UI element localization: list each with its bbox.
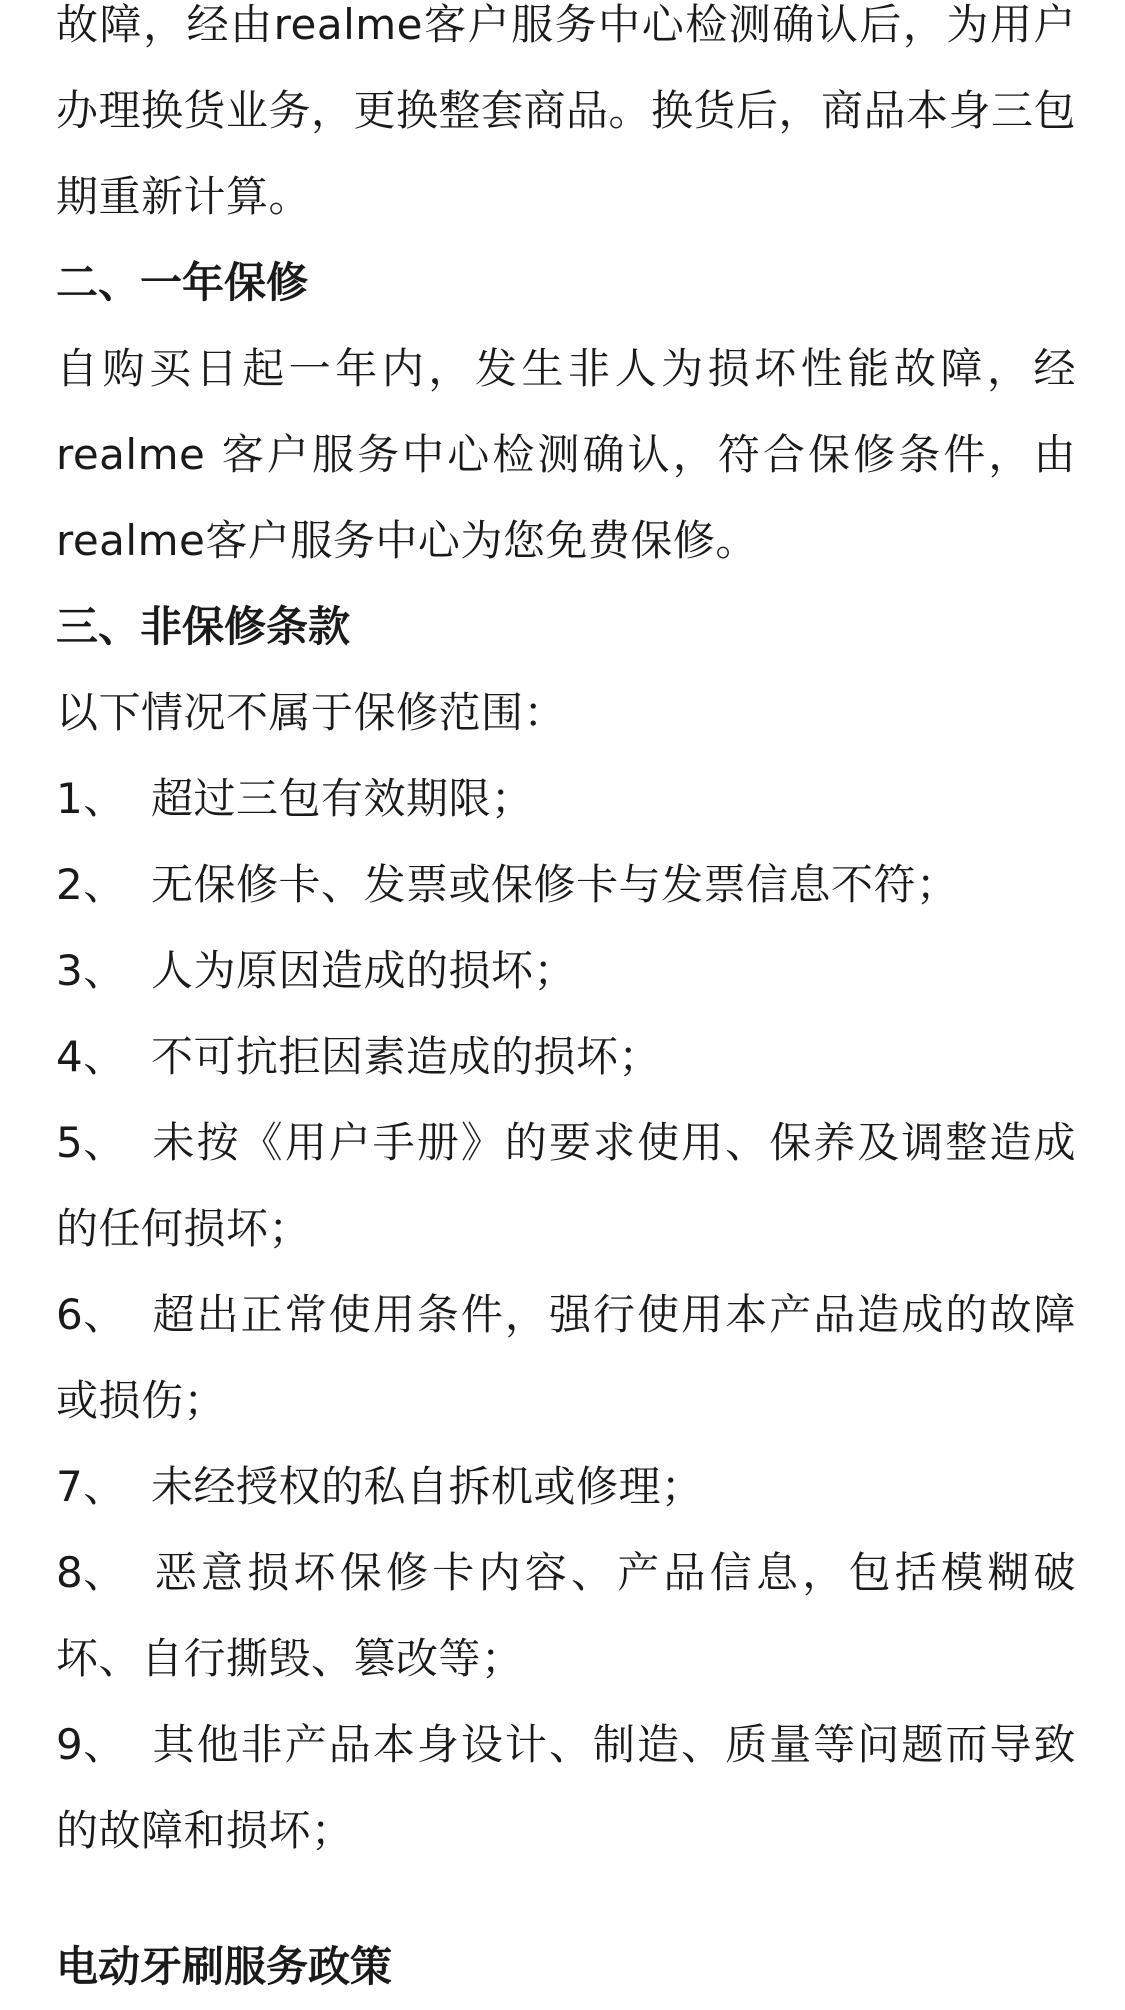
exclusion-item bbox=[56, 928, 1076, 1014]
section-spacer bbox=[56, 1874, 1076, 1924]
item-text: 超出正常使用条件，强行使用本产品造成的故障或损伤； bbox=[56, 1290, 1076, 1425]
exclusion-item bbox=[56, 756, 1076, 842]
exclusion-item bbox=[56, 1100, 1076, 1272]
item-text: 其他非产品本身设计、制造、质量等问题而导致的故障和损坏； bbox=[56, 1720, 1076, 1855]
item-text: 未经授权的私自拆机或修理； bbox=[151, 1462, 704, 1511]
item-number: 7、 bbox=[56, 1462, 126, 1511]
exclusion-item bbox=[56, 1702, 1076, 1874]
intro-paragraph: 故障，经由realme客户服务中心检测确认后，为用户办理换货业务，更换整套商品。换货后，商品本身三包期重新计算。 bbox=[56, 0, 1077, 221]
section-heading-warranty: 二、一年保修 bbox=[56, 258, 309, 307]
item-text: 超过三包有效期限； bbox=[151, 774, 534, 823]
item-text: 不可抗拒因素造成的损坏； bbox=[151, 1032, 662, 1081]
warranty-paragraph: 自购买日起一年内，发生非人为损坏性能故障，经realme 客户服务中心检测确认，符合保修条件，由realme客户服务中心为您免费保修。 bbox=[56, 344, 1076, 565]
next-section-title: 电动牙刷服务政策 bbox=[56, 1942, 393, 1991]
item-text: 人为原因造成的损坏； bbox=[151, 946, 577, 995]
item-text: 无保修卡、发票或保修卡与发票信息不符； bbox=[151, 860, 959, 909]
exclusion-item bbox=[56, 1272, 1076, 1444]
item-number: 4、 bbox=[56, 1032, 126, 1081]
item-text: 恶意损坏保修卡内容、产品信息，包括模糊破坏、自行撕毁、篡改等； bbox=[56, 1548, 1076, 1683]
item-number: 8、 bbox=[56, 1548, 126, 1597]
document-body bbox=[56, 0, 1076, 2010]
section-heading-exclusions: 三、非保修条款 bbox=[56, 602, 351, 651]
item-number: 1、 bbox=[56, 774, 126, 823]
exclusion-item bbox=[56, 1444, 1076, 1530]
exclusion-item bbox=[56, 1014, 1076, 1100]
exclusions-lead: 以下情况不属于保修范围： bbox=[56, 688, 567, 737]
item-number: 6、 bbox=[56, 1290, 126, 1339]
item-number: 9、 bbox=[56, 1720, 126, 1769]
exclusion-item bbox=[56, 1530, 1076, 1702]
item-number: 5、 bbox=[56, 1118, 126, 1167]
item-number: 2、 bbox=[56, 860, 126, 909]
item-text: 未按《用户手册》的要求使用、保养及调整造成的任何损坏； bbox=[56, 1118, 1076, 1253]
exclusion-item bbox=[56, 842, 1076, 928]
item-number: 3、 bbox=[56, 946, 126, 995]
